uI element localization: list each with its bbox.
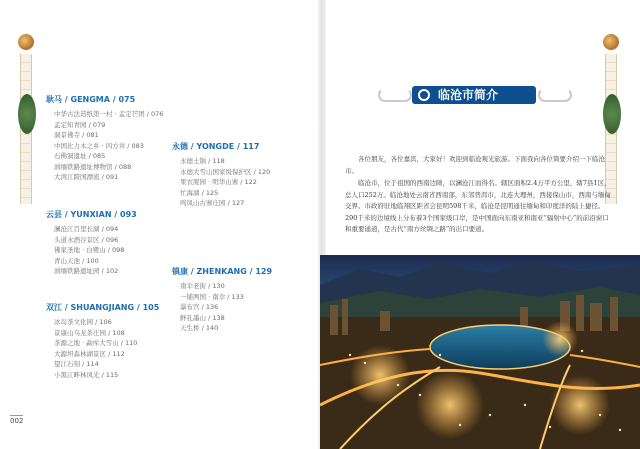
list-item[interactable]: 滇缅铁路遗址博物馆 / 088 — [54, 162, 132, 171]
intro-paragraph: 各位朋友，各位嘉宾，大家好！欢迎到临沧观光旅游。下面我向各位简要介绍一下临沧市。 — [345, 155, 605, 175]
circle-emblem-icon — [418, 89, 430, 101]
list-item[interactable]: 望江石刻 / 114 — [54, 360, 99, 368]
list-item[interactable]: 孟定知青园 / 079 — [54, 120, 106, 129]
leaf-icon — [603, 94, 621, 134]
page-number: 002 — [10, 417, 24, 425]
list-item[interactable]: 滇缅铁路遗址园 / 102 — [54, 267, 119, 275]
city-night-illustration — [320, 255, 640, 449]
list-item[interactable]: 永德大雪山国家级保护区 / 120 — [180, 167, 271, 176]
flower-icon — [18, 34, 34, 50]
page-title-banner — [412, 86, 536, 104]
cloud-ornament-icon — [538, 88, 572, 102]
list-item[interactable]: 大湾江跨国漂流 / 091 — [54, 173, 119, 181]
list-item[interactable]: 忙海湖 / 125 — [180, 188, 219, 197]
list-item[interactable]: 中华古法造纸第一村 · 孟定芒团 / 076 — [54, 110, 164, 118]
list-item[interactable]: 佛家圣地 · 白鹭山 / 098 — [54, 246, 125, 254]
ornament-strip — [20, 54, 32, 204]
list-item[interactable]: 景康山乌龙茶庄园 / 108 — [54, 328, 125, 337]
leaf-icon — [18, 94, 36, 134]
list-item[interactable]: 冰岛茶文化园 / 106 — [54, 318, 112, 326]
list-item[interactable]: 头道水酒谷景区 / 096 — [54, 235, 119, 244]
flower-icon — [603, 34, 619, 50]
list-item[interactable]: 一铺两国 · 南伞 / 133 — [180, 292, 244, 301]
body-paragraph: 临沧市，位于祖国的西南边陲，以澜沧江而得名。辖区面积2.4万平方公里，辖7县1区，总人口252万。临沧地处云南省西南部，东邻普洱市，北连大理州，西接保山市，西南与缅甸交界。市政府驻地临翔区距省会昆明598千米，临沧是昆明通往缅甸和印度洋的陆上捷径。290千米的边境线上分布着3个国家级口岸，是中国面向东南亚和南亚“辐射中心”的前沿窗口和重要通道，是古代“南方丝绸之路”的出口要道。 — [345, 179, 611, 233]
list-item[interactable]: 中国比力木之乡 · 四方井 / 083 — [54, 141, 144, 150]
left-ornament — [18, 34, 32, 204]
section-heading: 耿马 / GENGMA / 075 — [46, 95, 136, 104]
section-heading: 镇康 / ZHENKANG / 129 — [172, 267, 273, 276]
list-item[interactable]: 洞景佛寺 / 081 — [54, 131, 99, 139]
list-item[interactable]: 青山天池 / 100 — [54, 256, 99, 265]
section-zhenkang — [172, 266, 272, 334]
city-night-photo — [320, 255, 640, 449]
section-heading: 永德 / YONGDE / 117 — [172, 142, 260, 151]
list-item[interactable]: 小黑江畔林风光 / 115 — [54, 370, 119, 379]
list-item[interactable]: 果衣厦园 · 明华山寨 / 122 — [180, 178, 257, 186]
list-item[interactable]: 南伞老街 / 130 — [180, 282, 225, 290]
section-gengma — [46, 94, 163, 183]
page-title: 临沧市简介 — [412, 86, 536, 104]
list-item[interactable]: 瀑布宫 / 136 — [180, 303, 219, 311]
list-item[interactable]: 鸣凤山古寨庄园 / 127 — [180, 199, 245, 207]
list-item[interactable]: 石佛洞遗址 / 085 — [54, 152, 106, 160]
section-shuangjiang — [46, 302, 159, 380]
cloud-ornament-icon — [378, 88, 412, 102]
list-item[interactable]: 澜沧江百里长湖 / 094 — [54, 225, 119, 233]
list-item[interactable]: 大源坦森林湖景区 / 112 — [54, 349, 125, 358]
section-heading: 云县 / YUNXIAN / 093 — [46, 210, 137, 219]
list-item[interactable]: 鲜孔墨山 / 138 — [180, 313, 225, 322]
list-item[interactable]: 茶源之地 · 勐库大雪山 / 110 — [54, 339, 138, 347]
list-item[interactable]: 永德土锅 / 118 — [180, 157, 225, 165]
section-yunxian — [46, 209, 137, 277]
list-item[interactable]: 天生桥 / 140 — [180, 324, 219, 332]
section-heading: 双江 / SHUANGJIANG / 105 — [46, 303, 160, 312]
section-yongde — [172, 141, 270, 209]
